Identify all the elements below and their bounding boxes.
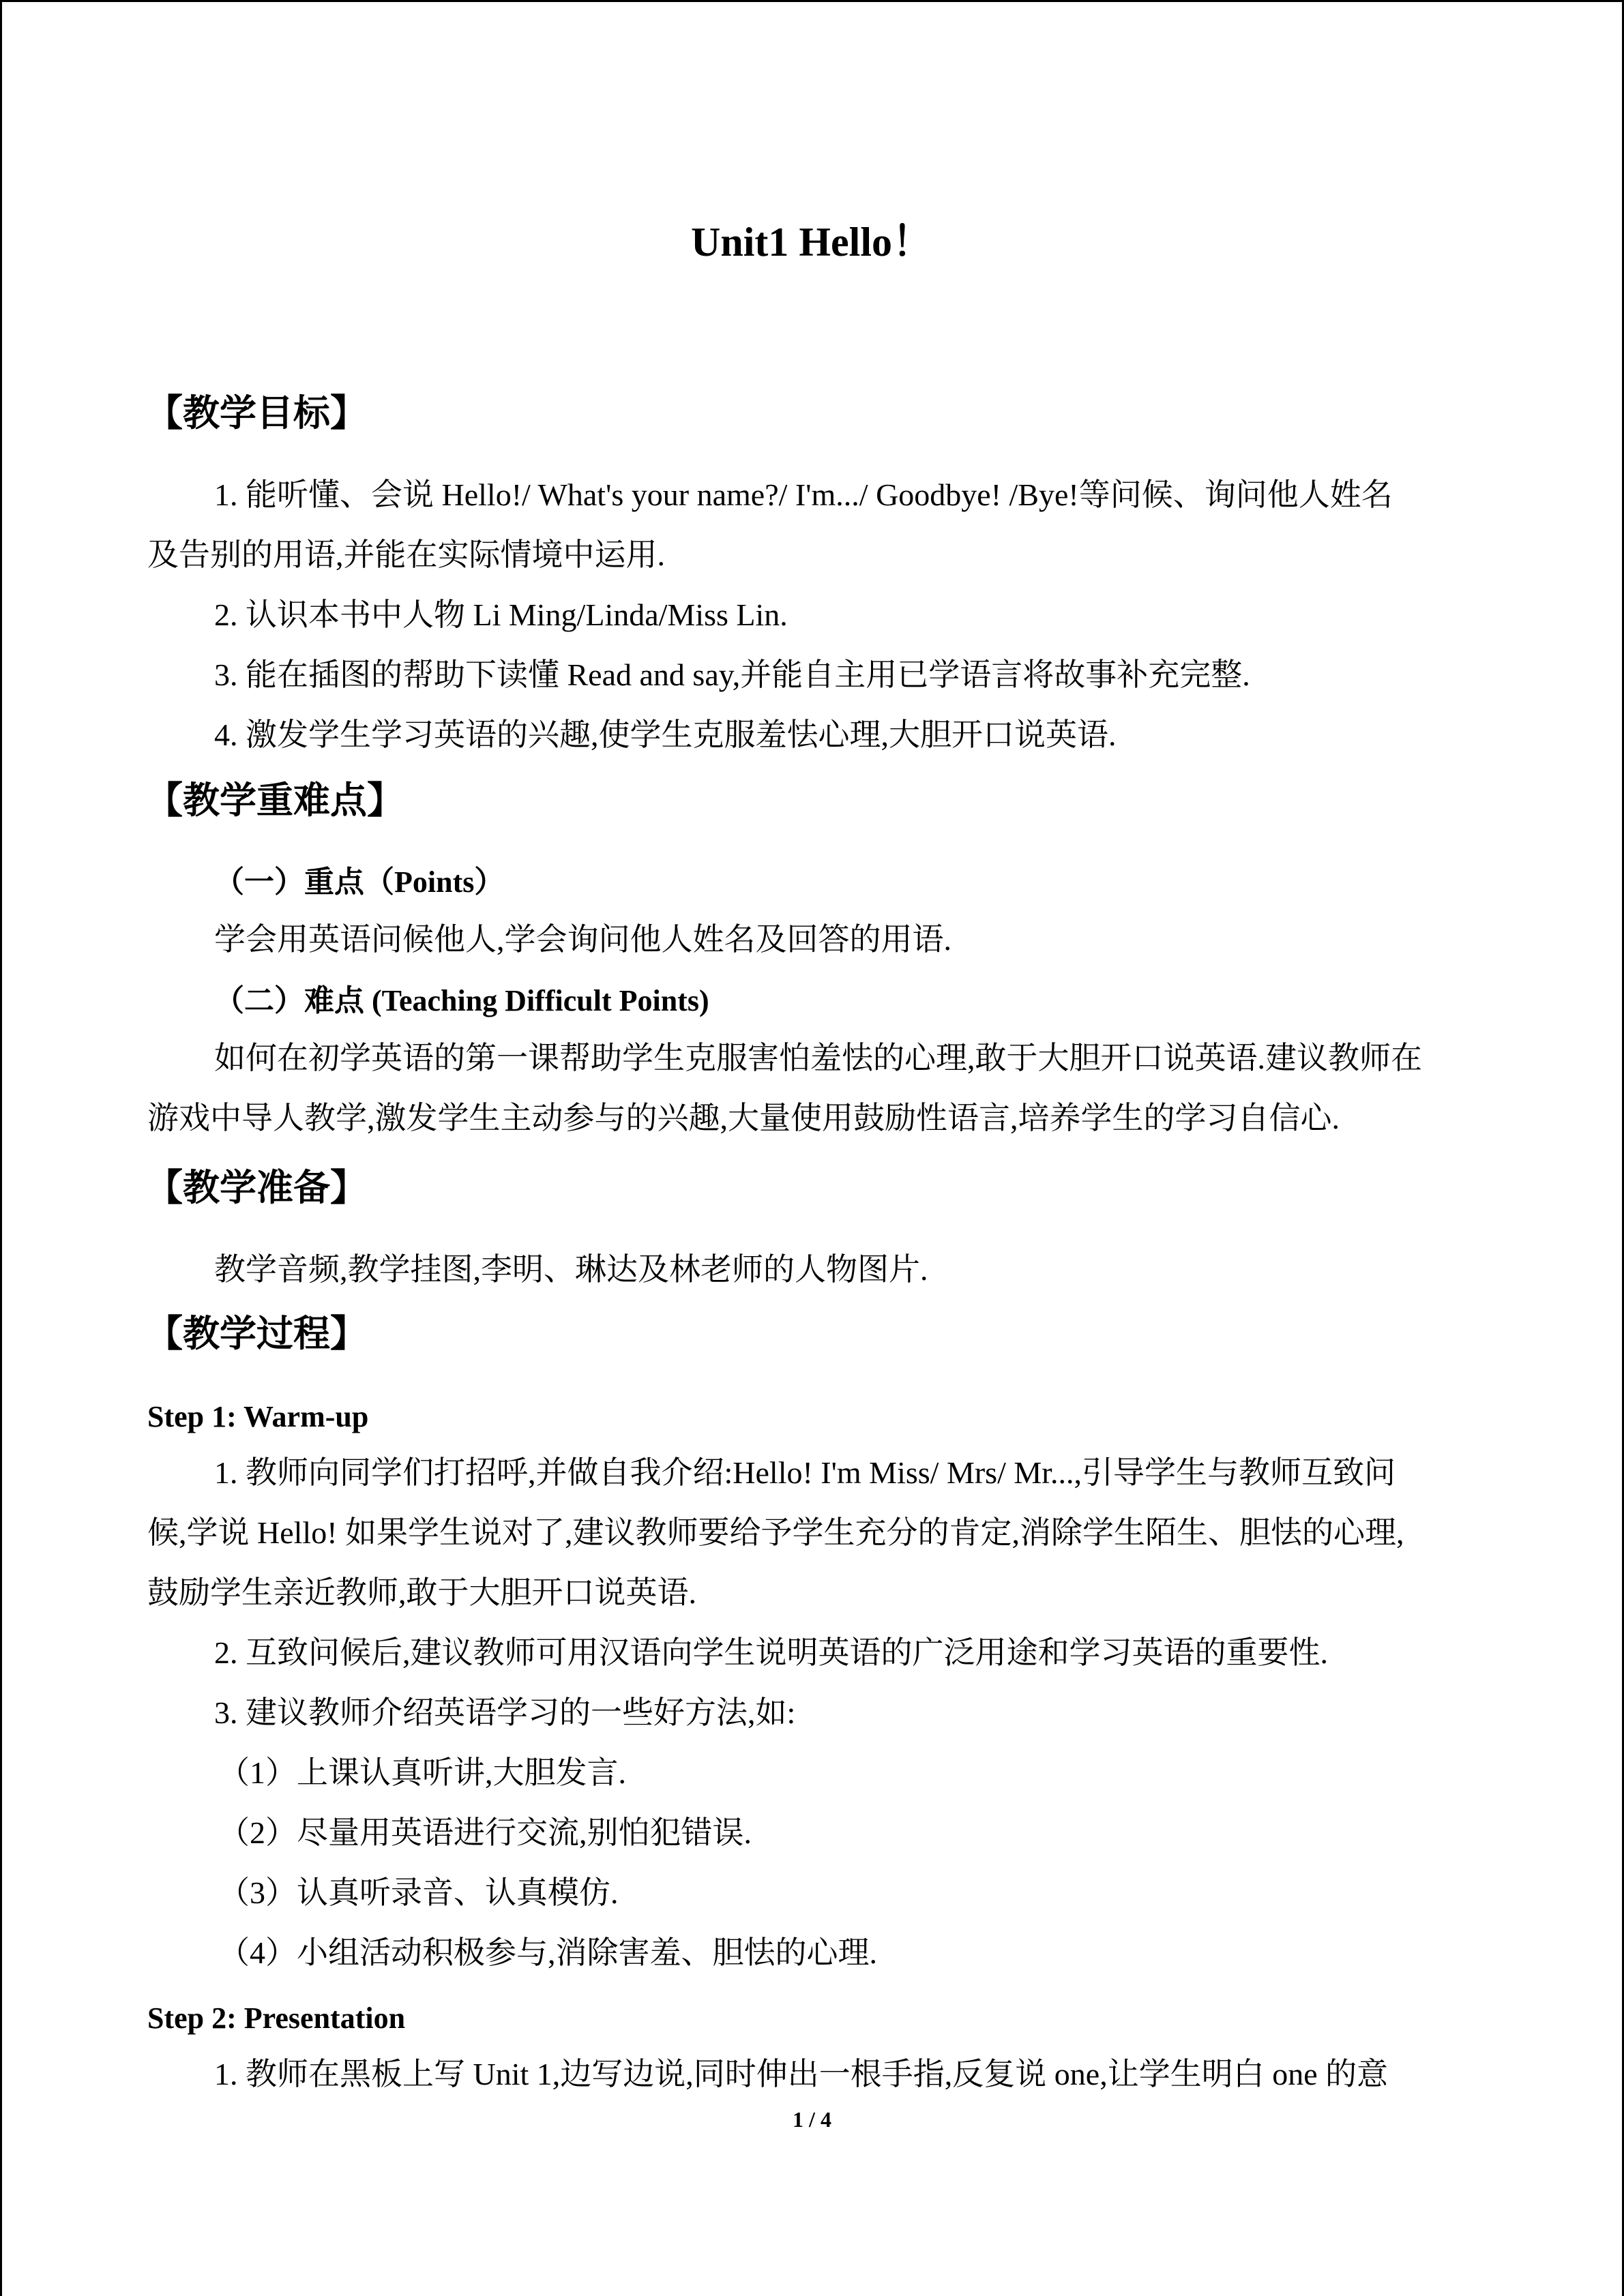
step-1-line: 候,学说 Hello! 如果学生说对了,建议教师要给予学生充分的肯定,消除学生陌生、胆怯的心理, xyxy=(147,1515,1404,1550)
objective-line: 1. 能听懂、会说 Hello!/ What's your name?/ I'm.../ Goodbye! /Bye!等问候、询问他人姓名 xyxy=(214,477,1393,512)
subheading-difficult-points: （二）难点 (Teaching Difficult Points) xyxy=(214,984,709,1017)
page-border-top xyxy=(0,0,1624,2)
document-title: Unit1 Hello！ xyxy=(691,220,933,265)
step-1-tip: （2）尽量用英语进行交流,别怕犯错误. xyxy=(218,1815,752,1850)
step-1-line: 1. 教师向同学们打招呼,并做自我介绍:Hello! I'm Miss/ Mrs/ Mr...,引导学生与教师互致问 xyxy=(214,1455,1396,1490)
points-text: 学会用英语问候他人,学会询问他人姓名及回答的用语. xyxy=(214,922,951,957)
difficult-points-line: 游戏中导人教学,激发学生主动参与的兴趣,大量使用鼓励性语言,培养学生的学习自信心. xyxy=(147,1101,1340,1135)
step-2-title: Step 2: Presentation xyxy=(147,2001,406,2035)
objective-line: 3. 能在插图的帮助下读懂 Read and say,并能自主用已学语言将故事补充完整. xyxy=(214,657,1250,692)
difficult-points-line: 如何在初学英语的第一课帮助学生克服害怕羞怯的心理,敢于大胆开口说英语.建议教师在 xyxy=(214,1041,1422,1075)
step-1-tip: （1）上课认真听讲,大胆发言. xyxy=(218,1755,626,1790)
heading-process: 【教学过程】 xyxy=(146,1313,367,1354)
objective-line: 4. 激发学生学习英语的兴趣,使学生克服羞怯心理,大胆开口说英语. xyxy=(214,717,1117,752)
step-1-title: Step 1: Warm-up xyxy=(147,1400,369,1433)
step-1-tip: （3）认真听录音、认真模仿. xyxy=(218,1875,619,1910)
objective-line: 及告别的用语,并能在实际情境中运用. xyxy=(147,537,665,572)
step-1-line: 鼓励学生亲近教师,敢于大胆开口说英语. xyxy=(147,1575,696,1610)
page-border-left xyxy=(0,0,2,2296)
objective-line: 2. 认识本书中人物 Li Ming/Linda/Miss Lin. xyxy=(214,597,788,632)
preparation-text: 教学音频,教学挂图,李明、琳达及林老师的人物图片. xyxy=(214,1252,928,1287)
step-1-tip: （4）小组活动积极参与,消除害羞、胆怯的心理. xyxy=(218,1935,877,1970)
heading-preparation: 【教学准备】 xyxy=(146,1167,367,1208)
subheading-points: （一）重点（Points） xyxy=(214,865,505,899)
page-number: 1 / 4 xyxy=(793,2107,831,2132)
step-2-line: 1. 教师在黑板上写 Unit 1,边写边说,同时伸出一根手指,反复说 one,让学生明白 one 的意 xyxy=(214,2057,1389,2091)
step-1-line: 2. 互致问候后,建议教师可用汉语向学生说明英语的广泛用途和学习英语的重要性. xyxy=(214,1635,1328,1670)
heading-objectives: 【教学目标】 xyxy=(146,393,367,434)
heading-key-points: 【教学重难点】 xyxy=(146,780,404,821)
step-1-line: 3. 建议教师介绍英语学习的一些好方法,如: xyxy=(214,1695,796,1730)
